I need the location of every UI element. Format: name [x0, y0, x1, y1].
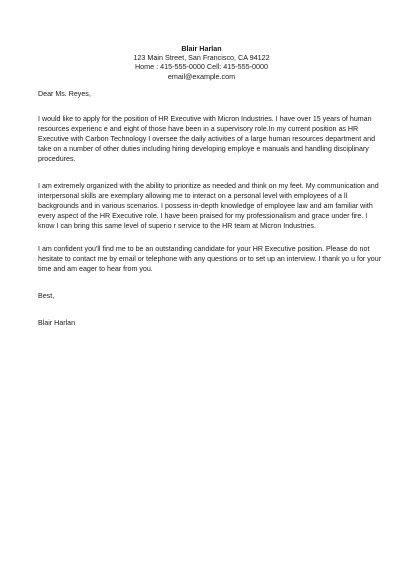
paragraph-line: backgrounds and in various scenarios. I possess in-depth knowledge of employee law and am familiar with	[38, 202, 373, 210]
paragraph-line: interpersonal skills are exemplary allowing me to interact on a personal level with employees of a ll	[38, 192, 348, 200]
sender-name: Blair Harlan	[181, 44, 222, 53]
paragraph-line: hesitate to contact me by email or telephone with any questions or to set up an interview. I thank yo u for your	[38, 255, 382, 263]
paragraph-line: I am extremely organized with the ability to prioritize as needed and think on my feet. My communication and	[38, 182, 379, 190]
paragraph-line: I would like to apply for the position of HR Executive with Micron Industries. I have over 15 years of human	[38, 115, 372, 123]
paragraph-line: take on a number of other duties including hiring developing employe e manuals and handling disciplinary	[38, 145, 369, 153]
letter-header	[0, 44, 403, 81]
closing: Best,	[38, 292, 55, 300]
paragraph-line: procedures.	[38, 155, 76, 163]
salutation: Dear Ms. Reyes,	[38, 90, 91, 98]
paragraph-line: time and am eager to hear from you.	[38, 265, 153, 273]
paragraph-line: know I can bring this same level of superio r service to the HR team at Micron Industries.	[38, 222, 316, 230]
paragraph-line: I am confident you'll find me to be an outstanding candidate for your HR Executive position. Please do not	[38, 245, 370, 253]
signature-name: Blair Harlan	[38, 319, 76, 327]
paragraph-line: Executive with Carbon Technology I oversee the daily activities of a large human resources department and	[38, 135, 376, 143]
sender-address: 123 Main Street, San Francisco, CA 94122	[133, 53, 270, 63]
sender-email: email@example.com	[167, 71, 236, 81]
paragraph-line: resources experienc e and eight of those have been in a supervisory role.In my current position as HR	[38, 125, 359, 133]
paragraph-2	[38, 181, 379, 231]
paragraph-3	[38, 244, 382, 274]
paragraph-line: every aspect of the HR Executive role. I have been praised for my professionalism and grace under fire. I	[38, 212, 368, 220]
sender-phones: Home : 415-555-0000 Cell: 415-555-0000	[134, 62, 269, 72]
paragraph-1	[38, 114, 376, 164]
